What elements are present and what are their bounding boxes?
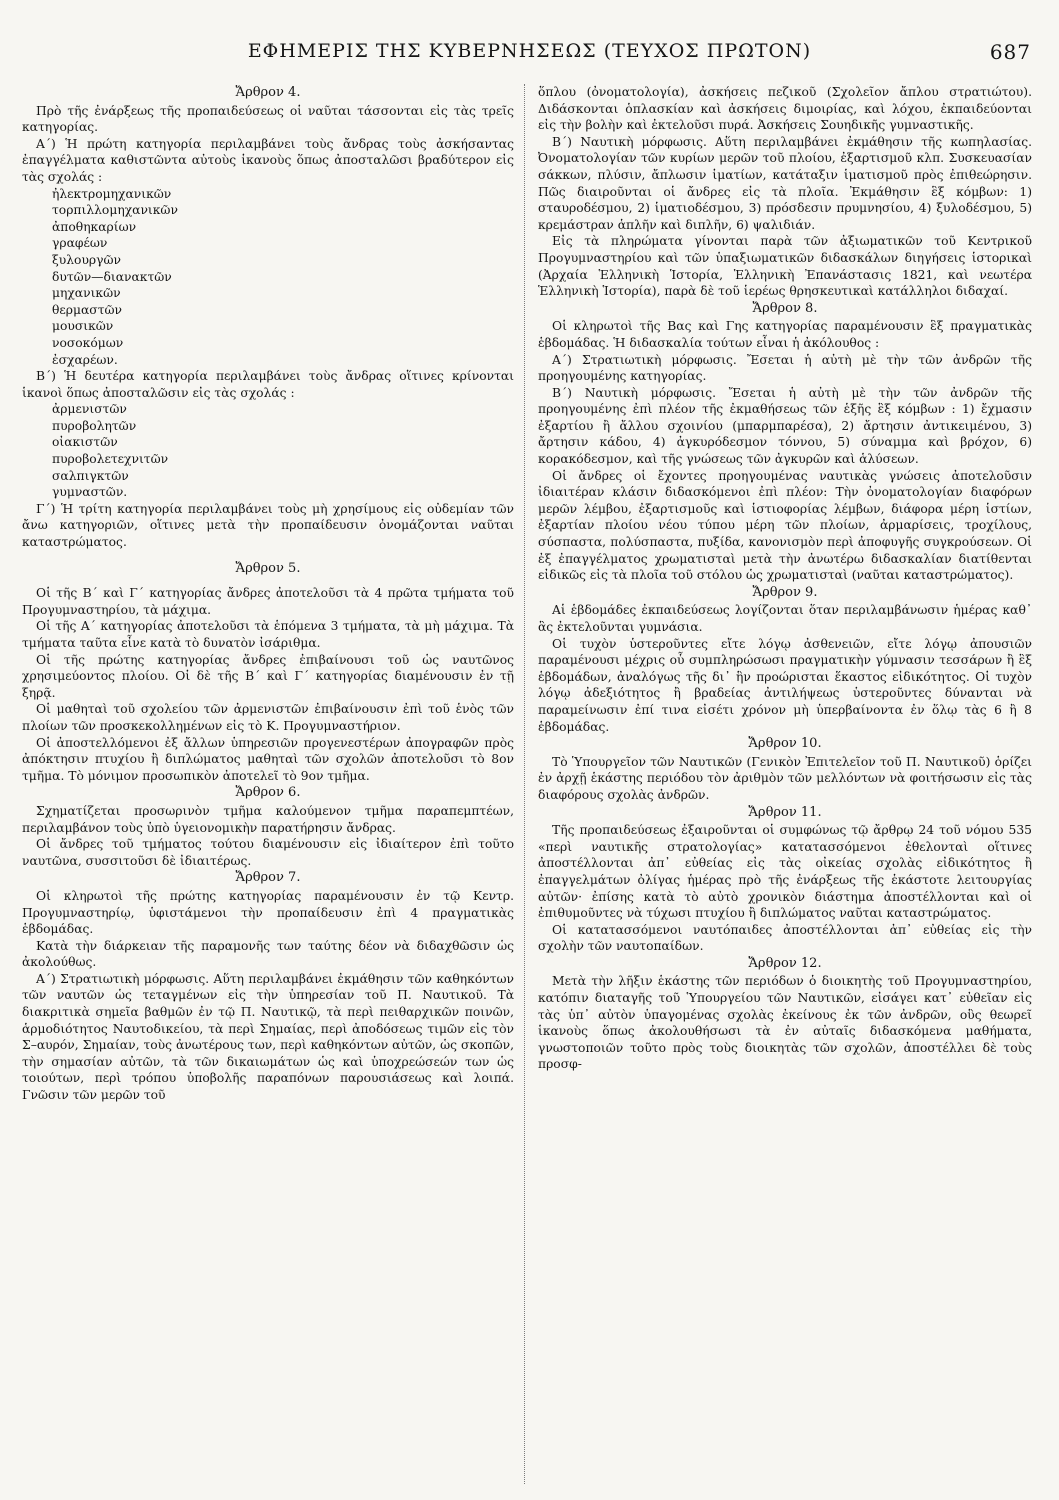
article-4-heading: Ἄρθρον 4. xyxy=(235,85,301,100)
trade-list-a xyxy=(22,186,514,369)
paragraph: Αἱ ἑβδομάδες ἐκπαιδεύσεως λογίζονται ὅταν περιλαμβάνωσιν ἡμέρας καθ᾽ ἃς ἐκτελοῦνται γυμνάσια. xyxy=(538,603,1032,634)
list-item: ξυλουργῶν xyxy=(52,252,122,267)
list-item: νοσοκόμων xyxy=(52,335,124,350)
list-item: δυτῶν—διανακτῶν xyxy=(52,269,172,284)
list-item: θερμαστῶν xyxy=(52,302,122,317)
paragraph: Β΄) Ναυτικὴ μόρφωσις. Αὕτη περιλαμβάνει ἐκμάθησιν τῆς κωπηλασίας. Ὀνοματολογίαν τῶν κυρίων μερῶν τοῦ πλοίου, ἐξαρτισμοῦ κλπ. Συσκευασίαν σάκκων, πλύσιν, ἄπλωσιν ἱματίων, κατάταξιν ἱματισμοῦ πρὸς ἐπιθεώρησιν. Πῶς διαιροῦνται οἱ ἄνδρες εἰς τὰ πλοῖα. Ἐκμάθησιν ἓξ κόμβων: 1) σταυροδέσμου, 2) ἱματιοδέσμου, 3) πρόσδεσιν πρυμνησίου, 4) ξυλοδέσμου, 5) κρεμάστραν ἁπλῆν καὶ διπλῆν, 6) ψαλιδιάν. xyxy=(538,134,1032,232)
paragraph: Οἱ μαθηταὶ τοῦ σχολείου τῶν ἀρμενιστῶν ἐπιβαίνουσιν ἐπὶ τοῦ ἑνὸς τῶν πλοίων τῶν προσκεκολλημένων εἰς τὸ Κ. Προγυμναστήριον. xyxy=(22,702,514,733)
gazette-title: ΕΦΗΜΕΡΙΣ ΤΗΣ ΚΥΒΕΡΝΗΣΕΩΣ (ΤΕΥΧΟΣ ΠΡΩΤΟΝ) xyxy=(247,40,812,62)
paragraph: Οἱ ἄνδρες οἱ ἔχοντες προηγουμένας ναυτικὰς γνώσεις ἀποτελοῦσιν ἰδιαιτέραν κλάσιν διδασκόμενοι ἐπὶ πλέον: Τὴν ὀνοματολογίαν διαφόρων μερῶν λέμβου, ἐξαρτισμοῦς καὶ ἱστιοφορίας λέμβων, διάφορα μέρη ἱστίων, ἐξαρτίαν πλοίου νέου τύπου μέρη τῶν πλοίων, ἀρμαρίσεις, τροχίλους, σύσπαστα, πολύσπαστα, πυξίδα, κανονισμὸν περὶ ἀποφυγῆς συγκρούσεων. Οἱ ἐξ ἐπαγγέλματος χρωματισταὶ μετὰ τὴν ἀνωτέρω διδασκαλίαν διατίθενται εἰδικῶς εἰς τὰ πλοῖα τοῦ στόλου ὡς χρωματισταὶ (ναῦται καταστρώματος). xyxy=(538,468,1032,583)
paragraph: Οἱ ἀποστελλόμενοι ἐξ ἄλλων ὑπηρεσιῶν προγενεστέρων ἀπογραφῶν πρὸς ἀπόκτησιν πτυχίου ἢ διπλώματος μαθηταὶ τῶν σχολῶν ἀποτελοῦσι τὸ 8ον τμῆμα. Τὸ μόνιμον προσωπικὸν ἀποτελεῖ τὸ 9ον τμῆμα. xyxy=(22,735,514,783)
article-9-heading: Ἄρθρον 9. xyxy=(752,584,818,600)
paragraph: Σχηματίζεται προσωρινὸν τμῆμα καλούμενον τμῆμα παραπεμπτέων, περιλαμβάνον τοὺς ὑπὸ ὑγειονομικὴν παρατήρησιν ἄνδρας. xyxy=(22,803,514,835)
paragraph: Β΄) Ἡ δευτέρα κατηγορία περιλαμβάνει τοὺς ἄνδρας οἵτινες κρίνονται ἱκανοὶ ὅπως ἀποσταλῶσιν εἰς τὰς σχολάς : xyxy=(22,369,514,400)
paragraph: Οἱ τῆς πρώτης κατηγορίας ἄνδρες ἐπιβαίνουσι τοῦ ὡς ναυτῶνος χρησιμεύοντος πλοίου. Οἱ δὲ τῆς Β΄ καὶ Γ΄ κατηγορίας διαμένουσιν ἐν τῇ ξηρᾷ. xyxy=(22,652,514,700)
paragraph: Γ΄) Ἡ τρίτη κατηγορία περιλαμβάνει τοὺς μὴ χρησίμους εἰς οὐδεμίαν τῶν ἄνω κατηγοριῶν, οἵτινες μετὰ τὴν προπαίδευσιν ὀνομάζονται ναῦται καταστρώματος. xyxy=(22,501,514,550)
list-item: ἀρμενιστῶν xyxy=(52,402,127,417)
paragraph: Α΄) Στρατιωτικὴ μόρφωσις. Ἔσεται ἡ αὐτὴ μὲ τὴν τῶν ἀνδρῶν τῆς προηγουμένης κατηγορίας. xyxy=(538,352,1032,384)
article-5-heading: Ἄρθρον 5. xyxy=(235,560,301,576)
list-item: μηχανικῶν xyxy=(52,286,121,301)
page-number: 687 xyxy=(989,40,1031,64)
article-12-heading: Ἄρθρον 12. xyxy=(748,955,822,971)
article-10-heading: Ἄρθρον 10. xyxy=(748,736,822,752)
paragraph: Οἱ τῆς Α΄ κατηγορίας ἀποτελοῦσι τὰ ἑπόμενα 3 τμήματα, τὰ μὴ μάχιμα. Τὰ τμήματα ταῦτα εἶνε κατὰ τὸ δυνατὸν ἰσάριθμα. xyxy=(22,619,514,650)
list-item: γυμναστῶν. xyxy=(52,485,128,500)
list-item: γραφέων xyxy=(52,236,108,251)
paragraph: Α΄) Στρατιωτικὴ μόρφωσις. Αὕτη περιλαμβάνει ἐκμάθησιν τῶν καθηκόντων τῶν ναυτῶν ὡς τεταγμένων εἰς τὴν ὑπηρεσίαν τοῦ Π. Ναυτικοῦ. Τὰ διακριτικὰ σημεῖα βαθμῶν ἐν τῷ Π. Ναυτικῷ, τὰ περὶ πειθαρχικῶν ποινῶν, ἁρμοδιότητος Ναυτοδικείου, τὰ περὶ Σημαίας, περὶ ἀποδόσεως τιμῶν εἰς τὸν Σ–αυρόν, Σημαίαν, τοὺς ἀνωτέρους των, περὶ καθηκόντων αὐτῶν, ὡς σκοπῶν, τὴν σημασίαν αὐτῶν, τὰ τῶν δικαιωμάτων ὡς καὶ ὑποχρεώσεών των ὡς τοιούτων, περὶ τρόπου ὑποβολῆς παραπόνων παρουσιάσεως καὶ λοιπά. Γνῶσιν τῶν μερῶν τοῦ xyxy=(22,971,514,1103)
article-8-heading: Ἄρθρον 8. xyxy=(752,300,818,316)
paragraph: Οἱ κατατασσόμενοι ναυτόπαιδες ἀποστέλλονται ἀπ᾽ εὐθείας εἰς τὴν σχολὴν τῶν ναυτοπαίδων. xyxy=(538,922,1032,954)
trade-list-b xyxy=(22,401,514,501)
list-item: ἠλεκτρομηχανικῶν xyxy=(52,186,172,201)
paragraph: Β΄) Ναυτικὴ μόρφωσις. Ἔσεται ἡ αὐτὴ μὲ τὴν τῶν ἀνδρῶν τῆς προηγουμένης ἐπὶ πλέον τῆς ἐκμαθήσεως τῶν ἑξῆς ἓξ κόμβων : 1) ἔχμασιν ἐξαρτίου ἢ ἄλλου σχοινίου (μπαρμπαρέσα), 2) ἄρτησιν ἀντικειμένου, 3) ἄρτησιν κάδου, 4) ἀγκυρόδεσμον τόννου, 5) σύναμμα καὶ βρόχον, 6) κορακόδεσμον, καὶ τῆς γνώσεως τῶν ἀγκυρῶν καὶ ἁλύσεων. xyxy=(538,385,1032,467)
paragraph: Εἰς τὰ πληρώματα γίνονται παρὰ τῶν ἀξιωματικῶν τοῦ Κεντρικοῦ Προγυμναστηρίου καὶ τῶν ὑπαξιωματικῶν διδασκάλων διηγήσεις ἱστορικαὶ (Ἀρχαία Ἑλληνικὴ Ἱστορία, Ἑλληνικὴ Ἐπανάστασις 1821, καὶ νεωτέρα Ἑλληνικὴ Ἱστορία), παρὰ δὲ τοῦ ἱερέως θρησκευτικαὶ κατάλληλοι διδαχαί. xyxy=(538,234,1032,299)
paragraph: Α΄) Ἡ πρώτη κατηγορία περιλαμβάνει τοὺς ἄνδρας τοὺς ἀσκήσαντας ἐπαγγέλματα καθιστῶντα αὐτοὺς ἱκανοὺς ὅπως ἀποσταλῶσι βραδύτερον εἰς τὰς σχολάς : xyxy=(22,136,514,184)
paragraph: ὅπλου (ὀνοματολογία), ἀσκήσεις πεζικοῦ (Σχολεῖον ἄπλου στρατιώτου). Διδάσκονται ὁπλασκίαν καὶ ἀσκήσεις διμοιρίας, καὶ λόχου, ἐκπαιδεύονται εἰς τὴν βολὴν καὶ ἐκτελοῦσι πυρά. Ἀσκήσεις Σουηδικῆς γυμναστικῆς. xyxy=(538,85,1032,133)
column-divider xyxy=(524,84,525,1484)
list-item: τορπιλλομηχανικῶν xyxy=(52,203,178,218)
article-6-heading: Ἄρθρον 6. xyxy=(235,785,301,801)
paragraph: Οἱ κληρωτοὶ τῆς Βας καὶ Γης κατηγορίας παραμένουσιν ἓξ πραγματικὰς ἑβδομάδας. Ἡ διδασκαλία τούτων εἶναι ἡ ἀκόλουθος : xyxy=(538,319,1032,350)
list-item: οἰακιστῶν xyxy=(52,435,118,450)
list-item: ἀποθηκαρίων xyxy=(52,219,137,234)
list-item: ἐσχαρέων. xyxy=(52,352,118,367)
paragraph: Κατὰ τὴν διάρκειαν τῆς παραμονῆς των ταύτης δέον νὰ διδαχθῶσιν ὡς ἀκολούθως. xyxy=(22,938,514,970)
list-item: σαλπιγκτῶν xyxy=(52,468,129,483)
left-column xyxy=(22,84,514,1484)
paragraph: Οἱ τυχὸν ὑστεροῦντες εἴτε λόγῳ ἀσθενειῶν, εἴτε λόγῳ ἀπουσιῶν παραμένουσι μέχρις οὗ συμπληρώσωσι πραγματικὴν γύμνασιν τεσσάρων ἢ ἓξ ἑβδομάδων, ἀναλόγως τῆς δι᾽ ἣν προώρισται ἕκαστος εἰδικότητος. Οἱ τυχὸν λόγῳ ἀδεξιότητος ἢ βραδείας ἀντιλήψεως ὑστεροῦντες δύνανται νὰ παραμείνωσιν ἐπί τινα εἰσέτι χρόνον μὴ ὑπερβαίνοντα ἐν ὅλῳ τὰς 6 ἢ 8 ἑβδομάδας. xyxy=(538,636,1032,734)
article-11-heading: Ἄρθρον 11. xyxy=(748,804,822,820)
paragraph: Τὸ Ὑπουργεῖον τῶν Ναυτικῶν (Γενικὸν Ἐπιτελεῖον τοῦ Π. Ναυτικοῦ) ὁρίζει ἐν ἀρχῇ ἑκάστης περιόδου τὸν ἀριθμὸν τῶν μελλόντων νὰ φοιτήσωσιν εἰς τὰς διαφόρους σχολὰς ἀνδρῶν. xyxy=(538,754,1032,802)
paragraph: Πρὸ τῆς ἐνάρξεως τῆς προπαιδεύσεως οἱ ναῦται τάσσονται εἰς τὰς τρεῖς κατηγορίας. xyxy=(22,103,514,135)
list-item: μουσικῶν xyxy=(52,319,114,334)
paragraph: Τῆς προπαιδεύσεως ἐξαιροῦνται οἱ συμφώνως τῷ ἄρθρῳ 24 τοῦ νόμου 535 «περὶ ναυτικῆς στρατολογίας» κατατασσόμενοι ἐθελονταὶ οἵτινες ἀποστέλλονται ἀπ᾽ εὐθείας εἰς τὰς οἰκείας σχολὰς εἰδικότητος ἢ ἐπαγγελμάτων ὀλίγας ἡμέρας πρὸ τῆς ἐνάρξεως τῆς ἑκάστοτε λειτουργίας αὐτῶν· ἐπίσης κατὰ τὸ αὐτὸ χρονικὸν διάστημα ἀποστέλλονται καὶ οἱ ἐπιθυμοῦντες νὰ τύχωσι πτυχίου ἢ διπλώματος ναῦται καταστρώματος. xyxy=(538,823,1032,921)
paragraph: Οἱ τῆς Β΄ καὶ Γ΄ κατηγορίας ἄνδρες ἀποτελοῦσι τὰ 4 πρῶτα τμήματα τοῦ Προγυμναστηρίου, τὰ μάχιμα. xyxy=(22,586,514,617)
article-7-heading: Ἄρθρον 7. xyxy=(235,870,301,886)
paragraph: Οἱ κληρωτοὶ τῆς πρώτης κατηγορίας παραμένουσιν ἐν τῷ Κεντρ. Προγυμναστηρίῳ, ὑφιστάμενοι τὴν προπαίδευσιν ἐπὶ 4 πραγματικὰς ἑβδομάδας. xyxy=(22,888,514,937)
page-header xyxy=(20,40,1039,70)
paragraph: Μετὰ τὴν λῆξιν ἑκάστης τῶν περιόδων ὁ διοικητὴς τοῦ Προγυμναστηρίου, κατόπιν διαταγῆς τοῦ Ὑπουργείου τῶν Ναυτικῶν, εἰσάγει κατ᾽ εὐθεῖαν εἰς τὰς ὑπ᾽ αὐτὸν ὑπαγομένας σχολὰς ἐκείνους ἐκ τῶν ἀνδρῶν, οὓς θεωρεῖ ἱκανοὺς ὅπως ἀκολουθήσωσι τὰ ἐν αὐταῖς διδασκόμενα μαθήματα, γνωστοποιῶν τοῦτο πρὸς τοὺς διοικητὰς τῶν σχολῶν, ἀποστέλλει δὲ τοὺς προσφ- xyxy=(538,974,1032,1072)
list-item: πυροβολετεχνιτῶν xyxy=(52,452,169,467)
list-item: πυροβολητῶν xyxy=(52,418,137,433)
right-column xyxy=(538,84,1032,1484)
paragraph: Οἱ ἄνδρες τοῦ τμήματος τούτου διαμένουσιν εἰς ἰδιαίτερον ἐπὶ τοῦτο ναυτῶνα, συσσιτοῦσι δὲ ἰδιαιτέρως. xyxy=(22,837,514,868)
